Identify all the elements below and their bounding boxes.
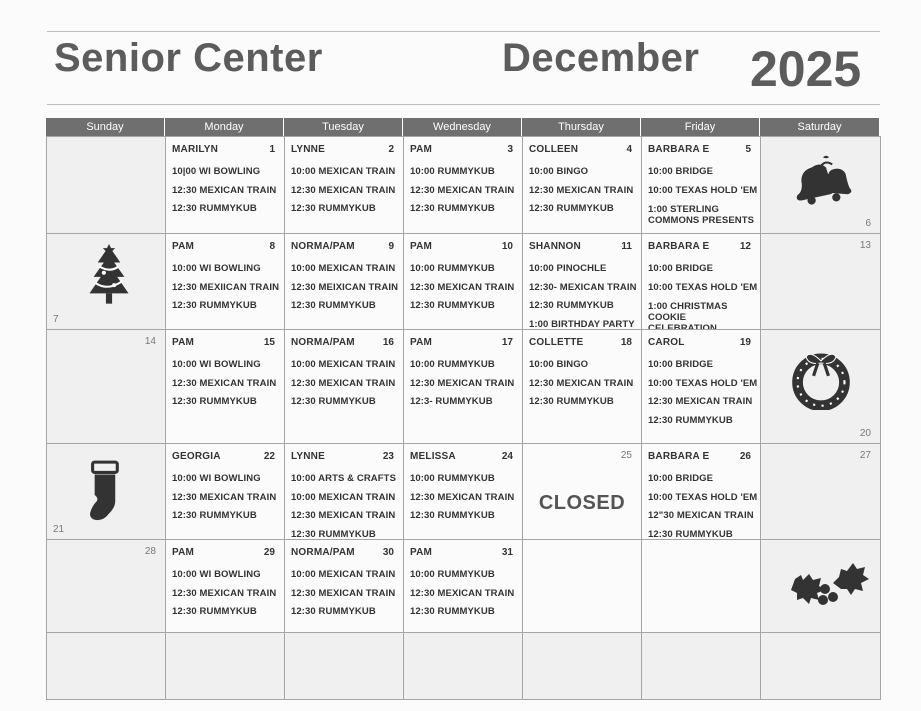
day-cell <box>403 632 523 700</box>
event-item: 10:00 MEXICAN TRAIN <box>291 166 396 177</box>
host-name: CAROL <box>648 337 685 348</box>
event-item: 1:00 BIRTHDAY PARTY <box>529 318 635 330</box>
event-item: 12:30 MEXICAN TRAIN <box>410 491 515 503</box>
event-list <box>410 566 518 622</box>
year-title: 2025 <box>750 41 862 97</box>
day-cell <box>641 136 761 234</box>
day-number: 28 <box>144 546 156 557</box>
event-list <box>648 470 756 544</box>
calendar-grid <box>46 118 880 699</box>
day-number: 4 <box>626 144 632 155</box>
day-number: 13 <box>859 240 871 251</box>
bells-icon <box>789 153 861 215</box>
host-name: GEORGIA <box>172 451 221 462</box>
day-number: 6 <box>865 218 871 229</box>
event-item: 10:00 BINGO <box>529 166 589 177</box>
event-item: 10:00 BRIDGE <box>648 473 714 484</box>
day-cell <box>641 632 761 700</box>
day-cell <box>403 539 523 633</box>
day-cell <box>403 443 523 540</box>
event-list <box>291 566 399 622</box>
event-list <box>529 260 637 334</box>
day-number: 29 <box>263 547 275 558</box>
event-item: 10:00 MEXICAN TRAIN <box>291 359 396 370</box>
event-item: 1:00 STERLING COMMONS PRESENTS <box>648 204 755 226</box>
event-item: 12:30 MEXICAN TRAIN <box>648 396 753 407</box>
event-item: 12:30 MEXICAN TRAIN <box>410 377 515 389</box>
host-name: BARBARA E <box>648 241 710 252</box>
event-item: 10:00 BINGO <box>529 359 589 370</box>
event-item: 12:30 MEXICAN TRAIN <box>410 587 515 599</box>
day-number: 7 <box>53 314 59 325</box>
day-number: 15 <box>263 337 275 348</box>
day-number: 30 <box>382 547 394 558</box>
day-cell <box>760 443 881 540</box>
header-rule <box>47 104 880 105</box>
weekday-header: Thursday <box>522 118 641 136</box>
day-number: 20 <box>859 428 871 439</box>
event-item: 12:30 RUMMYKUB <box>291 606 376 617</box>
host-name: PAM <box>410 144 433 155</box>
event-item: 10|00 WI BOWLING <box>172 166 261 177</box>
host-name: LYNNE <box>291 144 325 155</box>
event-item: 12:30 RUMMYKUB <box>172 510 257 521</box>
day-cell <box>760 233 881 330</box>
day-number: 12 <box>739 241 751 252</box>
day-cell <box>284 632 404 700</box>
event-item: 10:00 ARTS & CRAFTS <box>291 473 397 484</box>
host-name: COLLETTE <box>529 337 584 348</box>
event-item: 1:00 CHRISTMAS COOKIE <box>648 301 728 323</box>
event-item: 12:30 RUMMYKUB <box>410 203 495 214</box>
event-list <box>172 470 280 526</box>
event-item: 12:30 RUMMYKUB <box>291 300 376 311</box>
event-item: 12:30 RUMMYKUB <box>410 300 495 311</box>
day-cell <box>46 539 166 633</box>
event-item: 12:30 RUMMYKUB <box>648 528 733 540</box>
host-name: PAM <box>410 337 433 348</box>
event-list <box>648 260 756 334</box>
day-number: 16 <box>382 337 394 348</box>
event-item: 12:30 MEXICAN TRAIN <box>291 377 396 389</box>
event-item: 12:30 MEXICAN TRAIN <box>291 587 396 599</box>
day-number: 25 <box>620 450 632 461</box>
day-number: 23 <box>382 451 394 462</box>
event-list <box>172 566 280 622</box>
event-item: 10:00 TEXAS HOLD 'EM <box>648 377 758 389</box>
weekday-header: Saturday <box>760 118 880 136</box>
event-item: 12:30 RUMMYKUB <box>172 300 257 311</box>
day-cell <box>165 539 285 633</box>
event-list <box>291 163 399 219</box>
event-list <box>529 163 637 219</box>
event-item: 12:30 MEXICAN TRAIN <box>410 281 515 293</box>
event-list <box>172 163 280 219</box>
event-item: 10:00 RUMMYKUB <box>410 359 495 370</box>
event-item: 12:30 MEIXICAN TRAIN <box>291 281 399 293</box>
holly-icon <box>791 558 871 610</box>
org-title: Senior Center <box>54 36 323 80</box>
month-title: December <box>502 36 700 80</box>
day-cell <box>403 329 523 444</box>
day-cell <box>165 443 285 540</box>
event-item: 12:30 MEXICAN TRAIN <box>172 184 277 196</box>
day-number: 2 <box>388 144 394 155</box>
event-item: 12:30 RUMMYKUB <box>291 396 376 407</box>
day-cell <box>641 443 761 540</box>
event-item: 12:30 MEXICAN TRAIN <box>172 491 277 503</box>
event-item: 12:30 MEXICAN TRAIN <box>172 587 277 599</box>
event-item: 12:30 RUMMYKUB <box>648 414 733 426</box>
day-number: 31 <box>501 547 513 558</box>
closed-label: CLOSED <box>538 492 626 514</box>
host-name: NORMA/PAM <box>291 547 355 558</box>
day-cell <box>760 632 881 700</box>
event-item: 10:00 MEXICAN TRAIN <box>291 491 396 503</box>
event-list <box>410 356 518 412</box>
day-number: 14 <box>144 336 156 347</box>
day-cell <box>522 632 642 700</box>
event-item: 10:00 MEXICAN TRAIN <box>291 263 396 274</box>
event-item: 10:00 RUMMYKUB <box>410 166 495 177</box>
day-number: 10 <box>501 241 513 252</box>
event-item: 12:30 RUMMYKUB <box>172 203 257 214</box>
day-cell <box>46 136 166 234</box>
event-item: 10:00 RUMMYKUB <box>410 263 495 274</box>
day-cell <box>522 539 642 633</box>
event-item: 10:00 BRIDGE <box>648 166 714 177</box>
event-item: 10:00 WI BOWLING <box>172 263 261 274</box>
event-item: 12:30 MEXICAN TRAIN <box>291 510 396 521</box>
event-list <box>410 470 518 526</box>
day-cell <box>46 329 166 444</box>
day-cell <box>46 632 166 700</box>
day-number: 11 <box>621 241 632 252</box>
christmas-tree-icon <box>83 244 135 316</box>
host-name: PAM <box>410 241 433 252</box>
event-list <box>172 356 280 412</box>
day-cell <box>284 539 404 633</box>
host-name: BARBARA E <box>648 144 710 155</box>
day-cell <box>284 443 404 540</box>
day-number: 24 <box>501 451 513 462</box>
host-name: MARILYN <box>172 144 219 155</box>
event-list <box>410 163 518 219</box>
event-item: 12"30 MEXICAN TRAIN <box>648 510 754 521</box>
event-list <box>291 470 399 544</box>
day-cell <box>284 136 404 234</box>
event-item: 12:30 MEXICAN TRAIN <box>172 377 277 389</box>
event-item: 12:30 MEXIICAN TRAIN <box>172 281 280 293</box>
host-name: COLLEEN <box>529 144 579 155</box>
weekday-header: Sunday <box>46 118 165 136</box>
stocking-icon <box>85 458 129 530</box>
event-list <box>648 163 756 226</box>
host-name: PAM <box>172 337 195 348</box>
event-item: 12:30 RUMMYKUB <box>410 606 495 617</box>
event-list <box>291 356 399 412</box>
event-list <box>648 356 756 430</box>
weekday-header: Wednesday <box>403 118 522 136</box>
day-cell <box>760 329 881 444</box>
day-number: 9 <box>388 241 394 252</box>
event-item: 10:00 WI BOWLING <box>172 473 261 484</box>
host-name: SHANNON <box>529 241 581 252</box>
day-number: 19 <box>739 337 751 348</box>
weekday-header: Monday <box>165 118 284 136</box>
event-item: 12:30 MEXICAN TRAIN <box>410 184 515 196</box>
event-list <box>291 260 399 316</box>
event-item: 10:00 PINOCHLE <box>529 263 607 274</box>
day-cell <box>284 329 404 444</box>
host-name: NORMA/PAM <box>291 337 355 348</box>
event-item: 10:00 RUMMYKUB <box>410 473 495 484</box>
host-name: LYNNE <box>291 451 325 462</box>
wreath-icon <box>789 346 853 410</box>
event-item: 10:00 TEXAS HOLD 'EM <box>648 491 758 503</box>
event-item: 12:30 RUMMYKUB <box>172 606 257 617</box>
event-item: 12:30 RUMMYKUB <box>529 396 614 407</box>
day-cell <box>641 329 761 444</box>
weekday-header: Tuesday <box>284 118 403 136</box>
event-item: 10:00 WI BOWLING <box>172 359 261 370</box>
day-number: 1 <box>269 144 275 155</box>
event-item: 12:30 RUMMYKUB <box>172 396 257 407</box>
day-cell <box>641 233 761 330</box>
host-name: PAM <box>172 241 195 252</box>
event-item: 12:30 RUMMYKUB <box>291 528 376 540</box>
event-item: 12:30 MEXICAN TRAIN <box>291 184 396 196</box>
day-cell <box>403 136 523 234</box>
event-item: 12:30 MEXICAN TRAIN <box>529 184 634 196</box>
day-cell <box>522 443 642 540</box>
event-list <box>410 260 518 316</box>
day-cell <box>165 233 285 330</box>
event-list <box>529 356 637 412</box>
day-number: 8 <box>269 241 275 252</box>
top-rule <box>47 31 880 32</box>
host-name: NORMA/PAM <box>291 241 355 252</box>
event-item: 10:00 BRIDGE <box>648 359 714 370</box>
host-name: BARBARA E <box>648 451 710 462</box>
day-cell <box>760 136 881 234</box>
day-number: 18 <box>620 337 632 348</box>
day-cell <box>522 136 642 234</box>
day-cell <box>46 233 166 330</box>
event-item: 10:00 BRIDGE <box>648 263 714 274</box>
event-item: 10:00 TEXAS HOLD 'EM <box>648 184 758 196</box>
day-cell <box>522 329 642 444</box>
day-cell <box>284 233 404 330</box>
day-number: 22 <box>263 451 275 462</box>
day-cell <box>165 329 285 444</box>
event-list <box>172 260 280 316</box>
day-cell <box>522 233 642 330</box>
event-item: 10:00 TEXAS HOLD 'EM <box>648 281 758 293</box>
host-name: PAM <box>410 547 433 558</box>
day-cell <box>165 632 285 700</box>
day-cell <box>46 443 166 540</box>
day-number: 3 <box>507 144 513 155</box>
day-number: 21 <box>53 524 65 535</box>
event-item: 12:30 MEXICAN TRAIN <box>529 377 634 389</box>
event-item: 10:00 WI BOWLING <box>172 569 261 580</box>
day-cell <box>641 539 761 633</box>
day-number: 27 <box>859 450 871 461</box>
day-cell <box>760 539 881 633</box>
weekday-header: Friday <box>641 118 760 136</box>
event-item: 12:30 RUMMYKUB <box>410 510 495 521</box>
day-number: 5 <box>745 144 751 155</box>
day-cell <box>165 136 285 234</box>
host-name: PAM <box>172 547 195 558</box>
event-item: 10:00 RUMMYKUB <box>410 569 495 580</box>
event-item: 12:30 RUMMYKUB <box>529 203 614 214</box>
event-item: 12:30- MEXICAN TRAIN <box>529 281 637 293</box>
host-name: MELISSA <box>410 451 456 462</box>
event-item: 12:3- RUMMYKUB <box>410 396 493 407</box>
event-item: 12:30 RUMMYKUB <box>529 300 614 311</box>
day-number: 26 <box>739 451 751 462</box>
day-number: 17 <box>501 337 513 348</box>
event-item: 10:00 MEXICAN TRAIN <box>291 569 396 580</box>
day-cell <box>403 233 523 330</box>
event-item: 12:30 RUMMYKUB <box>291 203 376 214</box>
